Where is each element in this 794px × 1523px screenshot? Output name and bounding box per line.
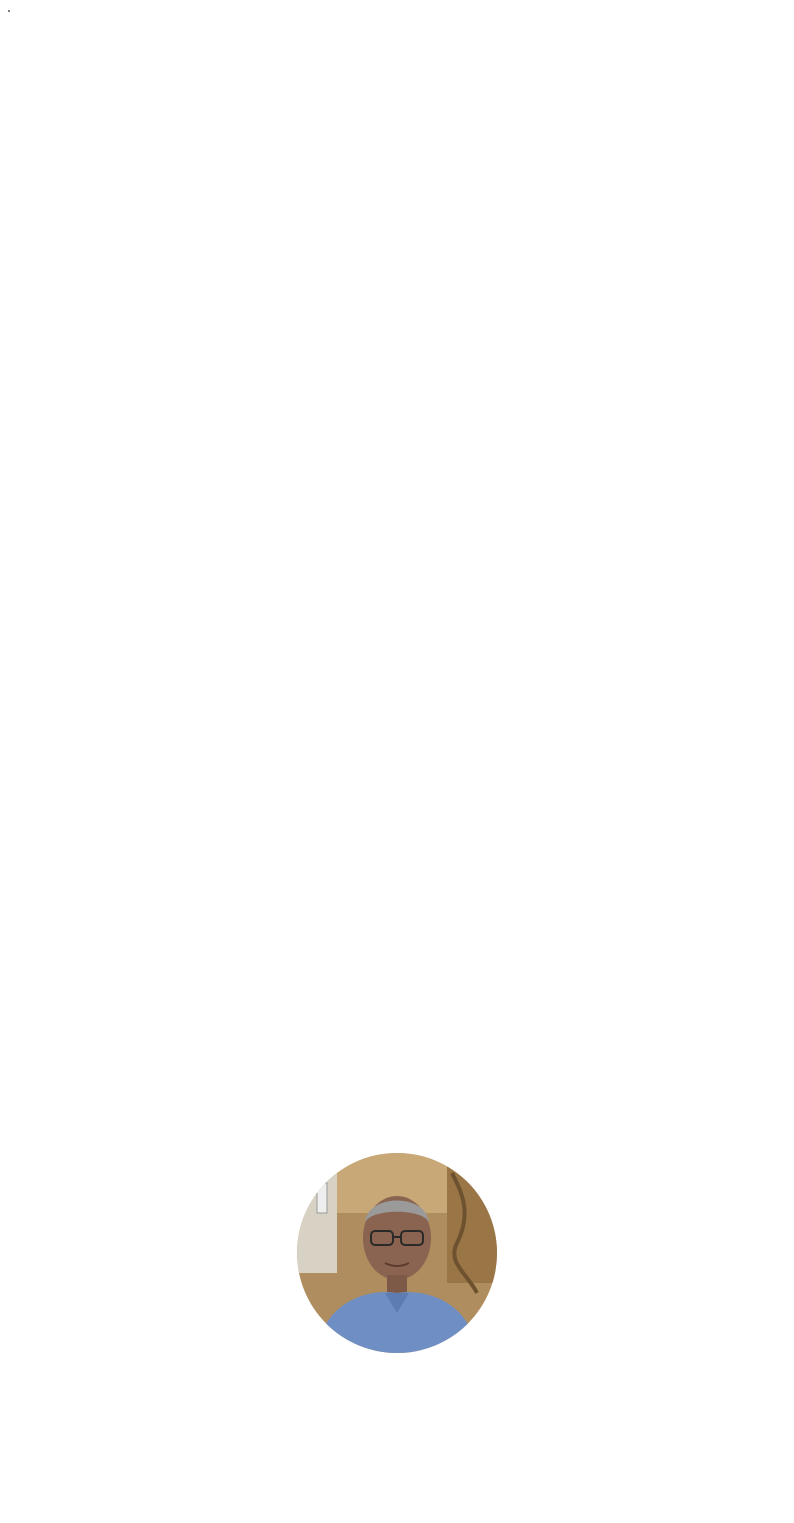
- author-photo-icon: [297, 1153, 497, 1353]
- author-avatar: [297, 1153, 497, 1353]
- roi-table: [8, 10, 10, 12]
- document-body: [0, 0, 794, 12]
